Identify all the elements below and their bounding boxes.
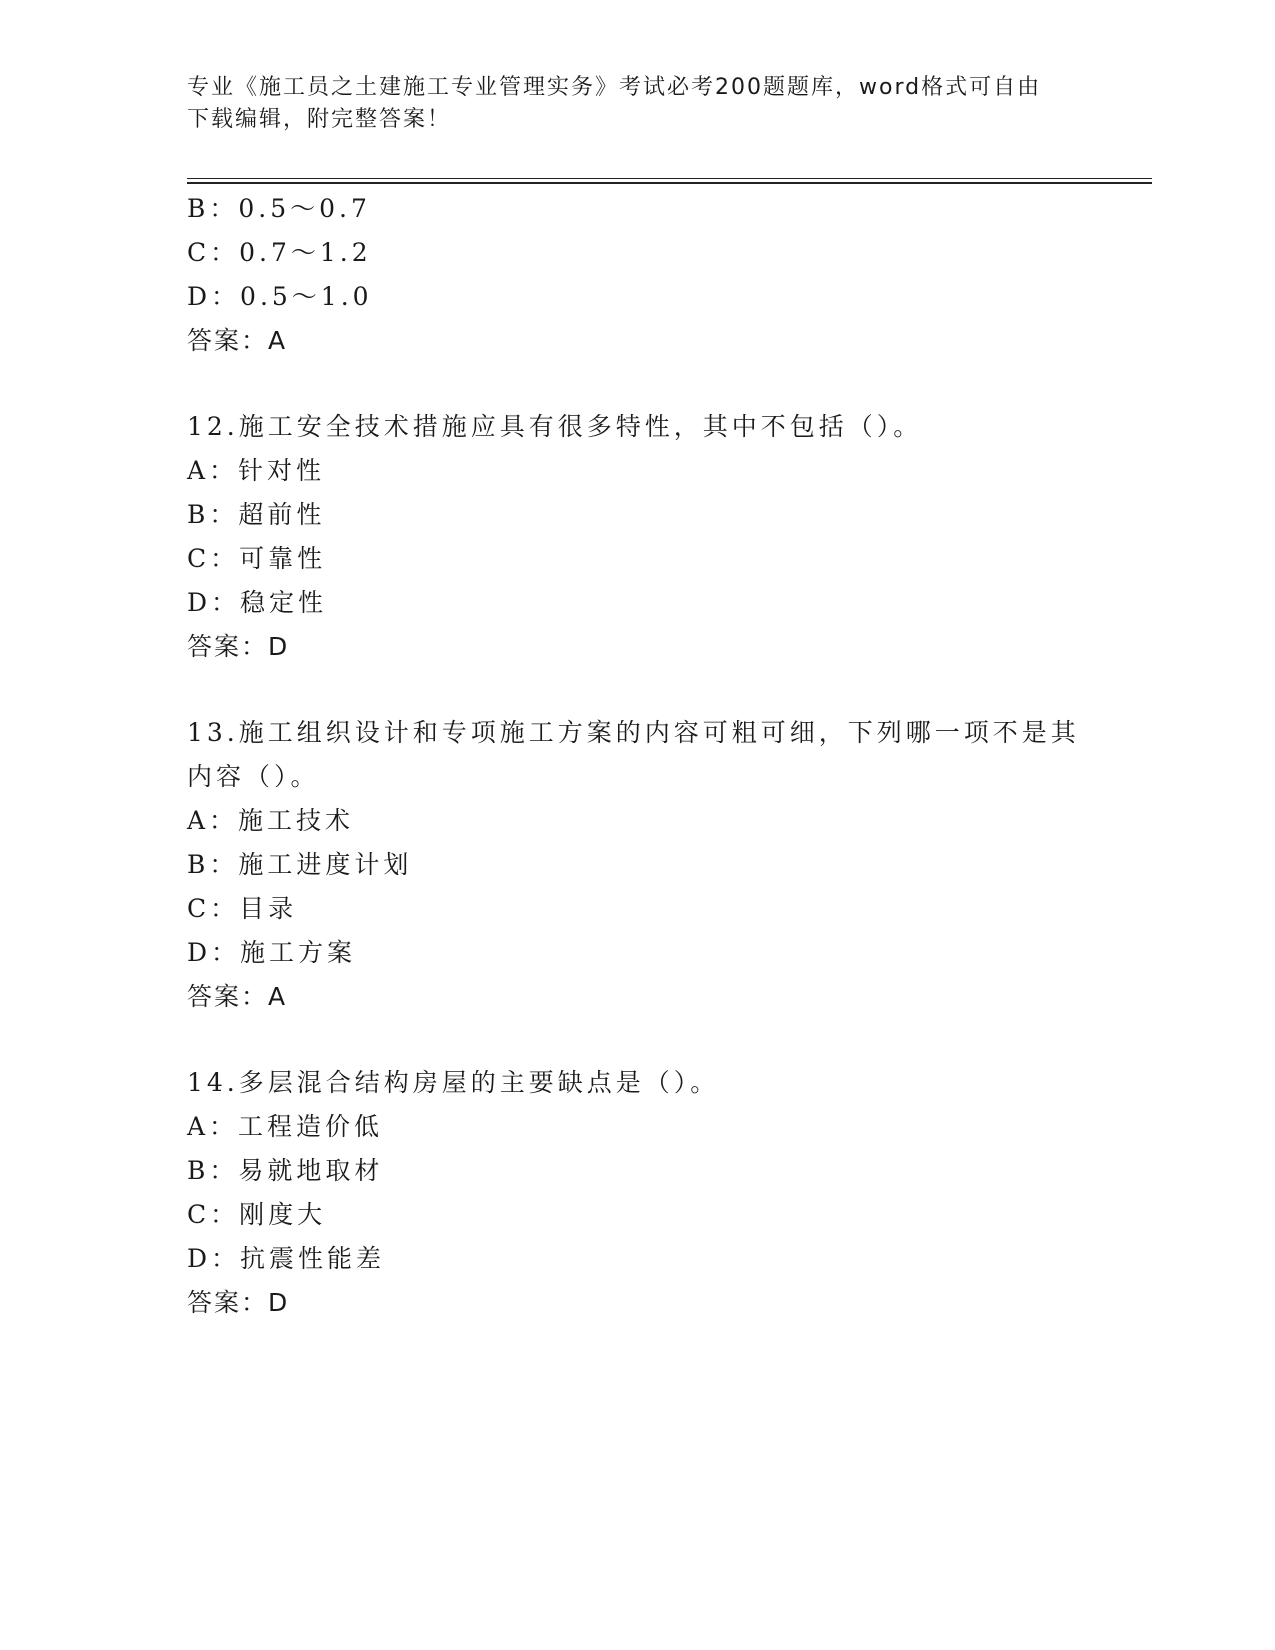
q11-option-c: C：0.7～1.2 [187,238,372,267]
q14-option-c: C：刚度大 [187,1200,327,1229]
page-header [187,72,1087,136]
q14-option-b: B：易就地取材 [187,1156,384,1185]
q12-answer: 答案：D [187,632,290,661]
q11-option-b: B：0.5～0.7 [187,194,371,223]
q12-question: 12.施工安全技术措施应具有很多特性，其中不包括（）。 [187,412,923,441]
q14-option-d: D：抗震性能差 [187,1244,386,1273]
q12-option-c: C：可靠性 [187,544,327,573]
header-line-1: 专业《施工员之土建施工专业管理实务》考试必考200题题库，word格式可自由 [187,75,1042,100]
header-divider-bottom [187,182,1152,184]
q13-question-line-1: 13.施工组织设计和专项施工方案的内容可粗可细，下列哪一项不是其 [187,718,1080,747]
q11-option-d: D：0.5～1.0 [187,282,373,311]
q13-option-b: B：施工进度计划 [187,850,413,879]
q12-option-a: A：针对性 [187,456,326,485]
header-line-2: 下载编辑，附完整答案！ [187,107,452,132]
q12-option-b: B：超前性 [187,500,326,529]
q14-question: 14.多层混合结构房屋的主要缺点是（）。 [187,1068,720,1097]
q13-option-c: C：目录 [187,894,298,923]
q12-option-d: D：稳定性 [187,588,328,617]
q14-answer: 答案：D [187,1288,290,1317]
q13-question-line-2: 内容（）。 [187,762,320,791]
q13-option-a: A：施工技术 [187,806,355,835]
q11-answer: 答案：A [187,326,288,355]
q14-option-a: A：工程造价低 [187,1112,384,1141]
header-divider-top [187,178,1152,179]
q13-answer: 答案：A [187,982,288,1011]
q13-option-d: D：施工方案 [187,938,357,967]
